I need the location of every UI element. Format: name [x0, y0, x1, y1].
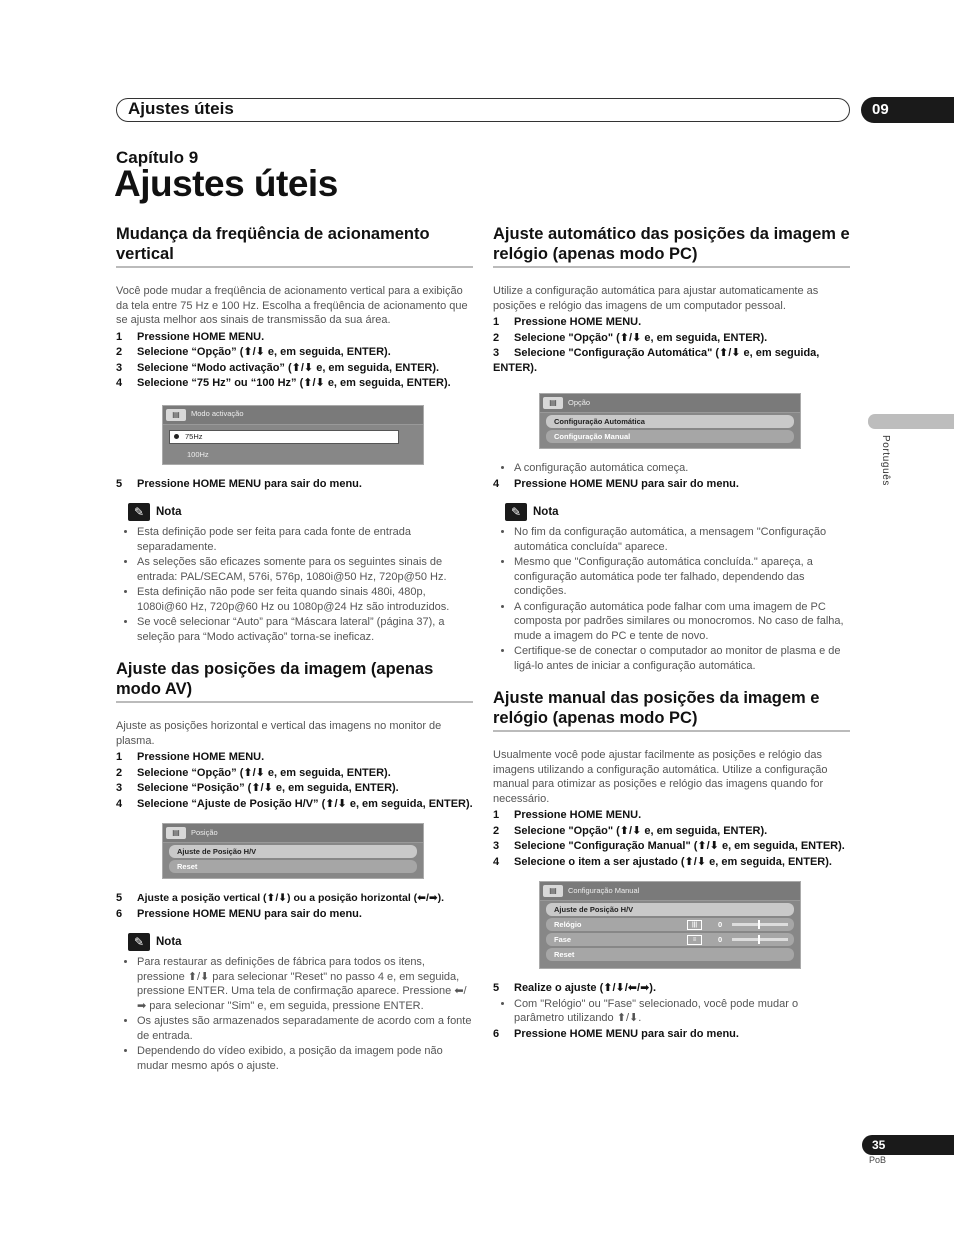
chapter-label: Capítulo 9: [116, 148, 199, 167]
step-list: [493, 808, 850, 869]
left-column: [116, 224, 473, 1074]
section-intro: Utilize a configuração automática para ajustar automaticamente as posições e relógio das imagens de um computador pessoal.: [493, 285, 819, 312]
phase-slider: [732, 938, 788, 941]
step-item: 4 Selecione o item a ser ajustado (⬆/⬇ e, em seguida, ENTER).: [493, 855, 832, 868]
osd-menu-manual-config: [539, 881, 801, 969]
osd-option-clock: Relógio ||| 0: [546, 918, 794, 931]
header-title: Ajustes úteis: [128, 99, 234, 118]
osd-option-phase: Fase ≡ 0: [546, 933, 794, 946]
step-item: 1 Pressione HOME MENU.: [116, 751, 265, 763]
section-heading: Ajuste automático das posições da imagem e relógio (apenas modo PC): [493, 224, 850, 268]
right-column: [493, 224, 850, 1042]
step-item: 6 Pressione HOME MENU para sair do menu.: [493, 1027, 739, 1040]
clock-bars-icon: |||: [687, 920, 702, 930]
note-item: • Certifique-se de conectar o computador ao monitor de plasma e de ligá-lo antes de iniciar a configuração automática.: [514, 644, 850, 673]
bullet-item: • A configuração automática começa.: [514, 461, 850, 476]
note-item: • A configuração automática pode falhar com uma imagem de PC composta por padrões similares ou monocromos. No caso de falha, mude a imagem do PC e tente de novo.: [514, 600, 850, 644]
osd-title: Configuração Manual: [568, 885, 640, 895]
osd-option: Configuração Manual: [546, 430, 794, 443]
section-intro: Usualmente você pode ajustar facilmente as posições e relógio das imagens utilizando a configuração automática. Utilize a configuração manual para otimizar as posições e relógio das imagens quando for necessário.: [493, 749, 828, 805]
pencil-icon: ✎: [128, 933, 150, 951]
note-heading: ✎ Nota: [128, 933, 473, 951]
osd-menu-position: [162, 823, 424, 879]
phase-lines-icon: ≡: [687, 935, 702, 945]
section-heading: Mudança da freqüência de acionamento vertical: [116, 224, 473, 268]
menu-icon: ▤: [543, 397, 563, 409]
step-list: [116, 330, 473, 391]
osd-option: 100Hz: [187, 449, 209, 459]
page-number: 35: [862, 1135, 954, 1155]
step-item: 2 Selecione “Opção” (⬆/⬇ e, em seguida, ENTER).: [116, 766, 391, 779]
note-item: • Esta definição não pode ser feita quando sinais 480i, 480p, 1080i@60 Hz, 720p@60 Hz ou 1080p@24 Hz são introduzidos.: [137, 585, 473, 614]
note-item: • Dependendo do vídeo exibido, a posição da imagem pode não mudar mesmo após o ajuste.: [137, 1044, 473, 1073]
osd-option-selected: Ajuste de Posição H/V: [169, 845, 417, 858]
osd-title: Posição: [191, 827, 218, 837]
step-item: 1 Pressione HOME MENU.: [116, 330, 265, 343]
osd-menu-option: [539, 393, 801, 449]
osd-title: Modo activação: [191, 409, 244, 419]
pencil-icon: ✎: [128, 503, 150, 521]
section-heading: Ajuste manual das posições da imagem e relógio (apenas modo PC): [493, 688, 850, 732]
osd-menu-mode-activation: [162, 405, 424, 465]
osd-option-selected: Configuração Automática: [546, 415, 794, 428]
chapter-number-badge: 09: [861, 97, 954, 123]
language-label: Português: [880, 435, 891, 486]
note-item: • As seleções são eficazes somente para os seguintes sinais de entrada: PAL/SECAM, 576i, 576p, 1080i@50 Hz, 720p@50 Hz.: [137, 555, 473, 584]
note-item: • No fim da configuração automática, a mensagem "Configuração automática concluída" aparece.: [514, 525, 850, 554]
bullet-list: [493, 997, 850, 1026]
note-item: • Os ajustes são armazenados separadamente de acordo com a fonte de entrada.: [137, 1014, 473, 1043]
section-intro: Ajuste as posições horizontal e vertical das imagens no monitor de plasma.: [116, 720, 442, 747]
step-item: 1 Pressione HOME MENU.: [493, 316, 642, 328]
step-item: 5 Ajuste a posição vertical (⬆/⬇) ou a posição horizontal (⬅/➡).: [116, 892, 445, 904]
language-side-tab: [868, 414, 954, 429]
osd-option: Reset: [546, 948, 794, 961]
step-item: 1 Pressione HOME MENU.: [493, 809, 642, 821]
section-intro: Você pode mudar a freqüência de acionamento vertical para a exibição da tela entre 75 Hz e 100 Hz. Escolha a freqüência de acionamento que se ajusta melhor aos sinais de transmissão da sua área.: [116, 285, 468, 326]
osd-title: Opção: [568, 397, 591, 407]
note-list: [116, 955, 473, 1073]
menu-icon: ▤: [543, 885, 563, 897]
note-item: • Mesmo que "Configuração automática concluída." apareça, a configuração automática pode ter falhado, dependendo das condições.: [514, 555, 850, 599]
section-heading: Ajuste das posições da imagem (apenas modo AV): [116, 659, 473, 703]
chapter-title: Ajustes úteis: [114, 163, 338, 204]
note-item: • Esta definição pode ser feita para cada fonte de entrada separadamente.: [137, 525, 473, 554]
osd-option: Reset: [169, 860, 417, 873]
menu-icon: ▤: [166, 827, 186, 839]
language-code: PoB: [869, 1155, 887, 1165]
note-heading: ✎ Nota: [128, 503, 473, 521]
menu-icon: ▤: [166, 409, 186, 421]
note-item: • Se você selecionar “Auto” para “Máscara lateral” (página 37), a seleção para “Modo activação” torna-se ineficaz.: [137, 615, 473, 644]
step-list: [116, 891, 473, 921]
clock-slider: [732, 923, 788, 926]
note-heading: ✎ Nota: [505, 503, 850, 521]
radio-dot-icon: [174, 434, 179, 439]
step-item: 2 Selecione "Opção" (⬆/⬇ e, em seguida, ENTER).: [493, 331, 768, 344]
step-item: 3 Selecione “Posição” (⬆/⬇ e, em seguida, ENTER).: [116, 782, 399, 794]
step-item: 3 Selecione “Modo activação” (⬆/⬇ e, em seguida, ENTER).: [116, 361, 440, 374]
step-item: 3 Selecione "Configuração Manual" (⬆/⬇ e, em seguida, ENTER).: [493, 840, 845, 852]
step-item: 3 Selecione "Configuração Automática" (⬆/⬇ e, em seguida, ENTER).: [493, 347, 820, 374]
step-list: [493, 315, 850, 375]
note-list: [493, 525, 850, 673]
step-list: [116, 750, 473, 811]
bullet-item: • Com "Relógio" ou "Fase" selecionado, você pode mudar o parâmetro utilizando ⬆/⬇.: [514, 997, 850, 1026]
bullet-list: [493, 461, 850, 476]
step-item: 4 Selecione “Ajuste de Posição H/V” (⬆/⬇ e, em seguida, ENTER).: [116, 797, 473, 810]
step-item: 4 Pressione HOME MENU para sair do menu.: [493, 477, 739, 490]
step-item: 5 Realize o ajuste (⬆/⬇/⬅/➡).: [493, 982, 657, 994]
step-item: 5 Pressione HOME MENU para sair do menu.: [116, 477, 362, 490]
step-item: 2 Selecione “Opção” (⬆/⬇ e, em seguida, ENTER).: [116, 346, 391, 358]
step-item: 4 Selecione “75 Hz” ou “100 Hz” (⬆/⬇ e, em seguida, ENTER).: [116, 377, 451, 389]
pencil-icon: ✎: [505, 503, 527, 521]
step-item: 6 Pressione HOME MENU para sair do menu.: [116, 907, 362, 920]
note-item: • Para restaurar as definições de fábrica para todos os itens, pressione ⬆/⬇ para selecionar "Reset" no passo 4 e, em seguida, pressione ENTER. Uma tela de confirmação aparece. Pressione ⬅/➡ para selecionar "Sim" e, em seguida, pressione ENTER.: [137, 955, 473, 1013]
note-list: [116, 525, 473, 644]
osd-option-selected: Ajuste de Posição H/V: [546, 903, 794, 916]
osd-option-selected: 75Hz: [169, 430, 399, 444]
step-item: 2 Selecione "Opção" (⬆/⬇ e, em seguida, ENTER).: [493, 824, 768, 837]
